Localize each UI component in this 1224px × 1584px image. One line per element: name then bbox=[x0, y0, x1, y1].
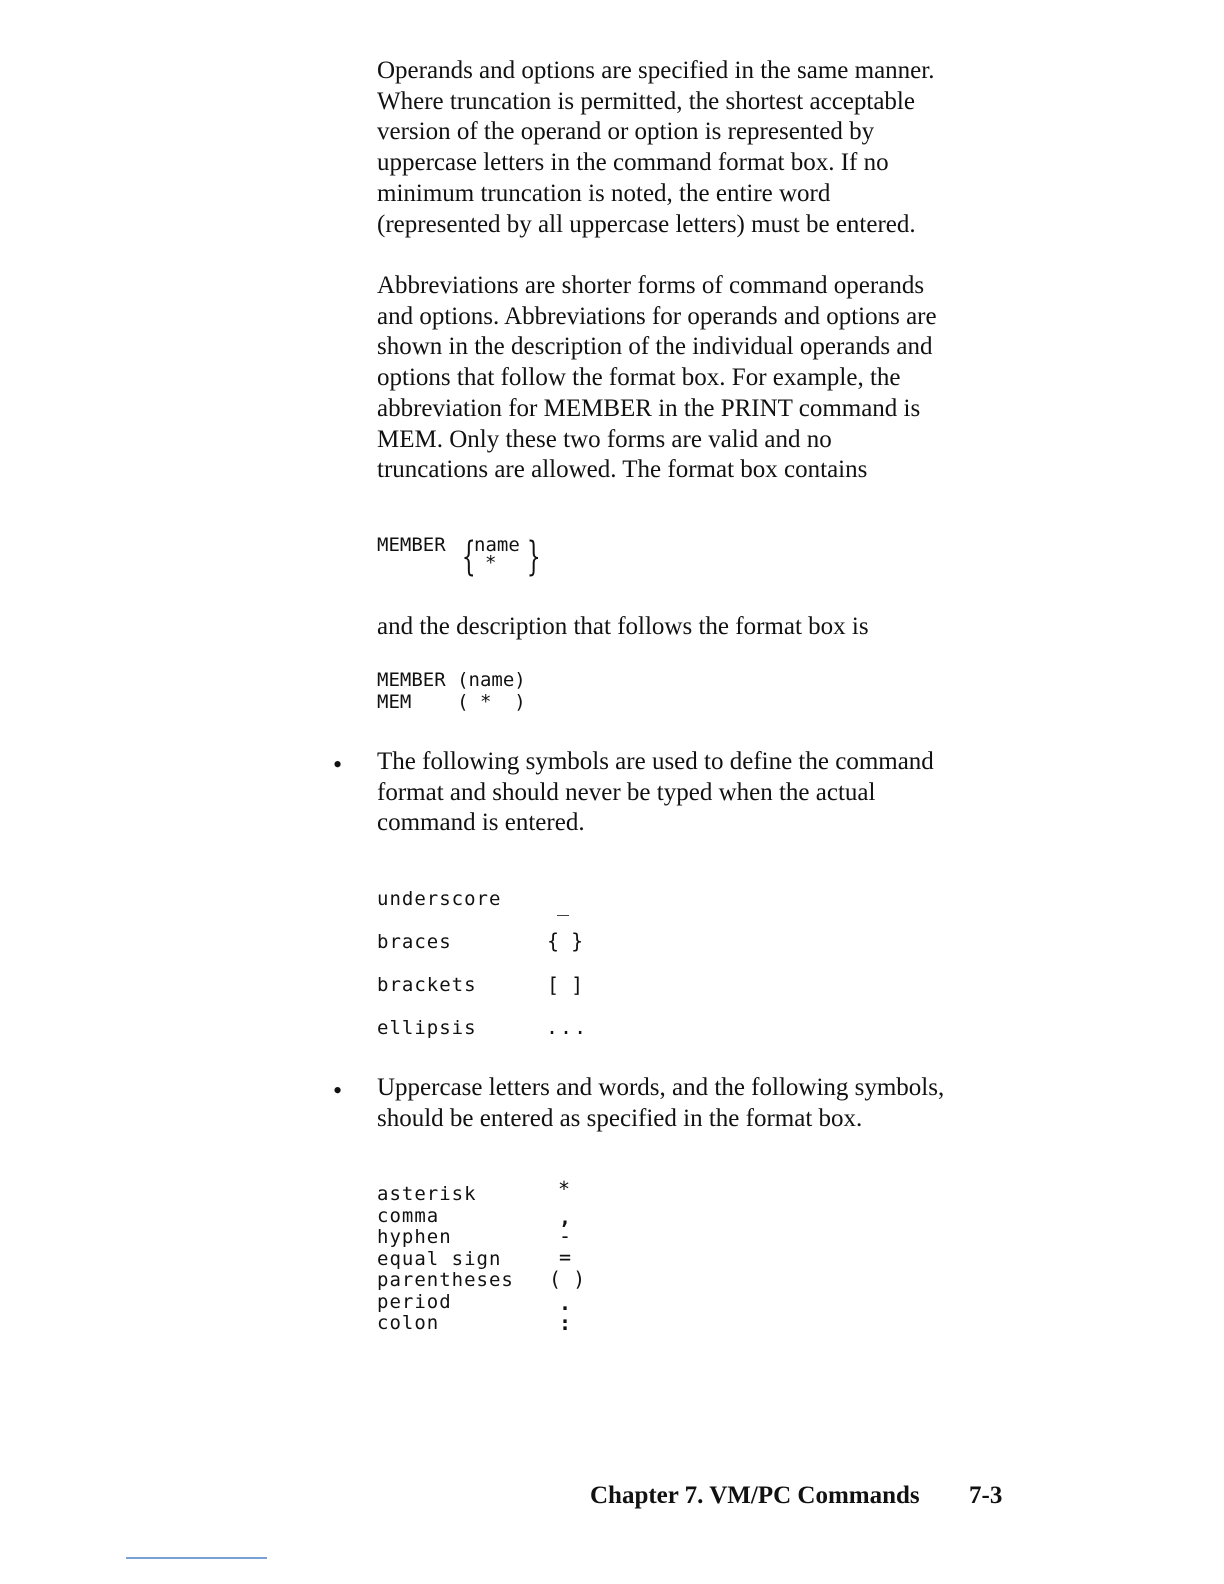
symbol-label: underscore bbox=[377, 888, 502, 910]
format-keyword: MEMBER bbox=[377, 534, 446, 556]
bullet-marker: • bbox=[333, 750, 343, 779]
text-line: MEM. Only these two forms are valid and no bbox=[377, 425, 832, 453]
text-line: command is entered. bbox=[377, 809, 585, 837]
text-line: and options. Abbreviations for operands and options are bbox=[377, 302, 937, 330]
page-number: 7-3 bbox=[969, 1482, 1003, 1509]
bullet-marker: • bbox=[333, 1076, 343, 1105]
text-line: minimum truncation is noted, the entire word bbox=[377, 179, 831, 207]
text-line: truncations are allowed. The format box contains bbox=[377, 456, 868, 484]
symbol-label: colon bbox=[377, 1312, 440, 1334]
description-line: MEM ( * ) bbox=[377, 691, 526, 713]
text-line: uppercase letters in the command format box. If no bbox=[377, 149, 889, 177]
symbol-glyph: - bbox=[559, 1224, 572, 1248]
bullet-text-syntax-symbols bbox=[377, 747, 1017, 839]
symbol-label: brackets bbox=[377, 974, 477, 996]
left-brace: { bbox=[461, 534, 476, 580]
symbol-glyph: , bbox=[559, 1205, 572, 1229]
chapter-title: Chapter 7. VM/PC Commands bbox=[590, 1482, 920, 1509]
symbol-label: period bbox=[377, 1291, 452, 1313]
text-line: version of the operand or option is represented by bbox=[377, 118, 875, 146]
text-line: Abbreviations are shorter forms of command operands bbox=[377, 272, 925, 299]
symbol-glyph: ... bbox=[546, 1015, 589, 1039]
text-line: format and should never be typed when the actual bbox=[377, 778, 876, 806]
text-line: Uppercase letters and words, and the following symbols, bbox=[377, 1074, 945, 1101]
description-line: MEMBER (name) bbox=[377, 669, 526, 691]
symbol-glyph: * bbox=[558, 1177, 571, 1201]
symbol-label: equal sign bbox=[377, 1248, 502, 1270]
symbol-glyph: { } bbox=[547, 929, 584, 953]
symbol-label: ellipsis bbox=[377, 1017, 477, 1039]
paragraph-description-intro: and the description that follows the format box is bbox=[377, 613, 869, 640]
symbol-label: comma bbox=[377, 1205, 440, 1227]
paragraph-operands bbox=[377, 56, 1017, 240]
text-line: Where truncation is permitted, the shortest acceptable bbox=[377, 87, 915, 115]
symbol-label: hyphen bbox=[377, 1226, 452, 1248]
text-line: shown in the description of the individual operands and bbox=[377, 333, 933, 361]
scan-edge-rule bbox=[126, 1557, 267, 1559]
paragraph-abbreviations bbox=[377, 271, 1017, 486]
text-line: should be entered as specified in the format box. bbox=[377, 1104, 863, 1132]
text-line: (represented by all uppercase letters) must be entered. bbox=[377, 210, 916, 238]
symbol-glyph: ( ) bbox=[549, 1267, 586, 1291]
format-option-name: name bbox=[474, 534, 520, 556]
symbol-label: braces bbox=[377, 931, 452, 953]
symbol-glyph: [ ] bbox=[547, 973, 584, 997]
text-line: options that follow the format box. For example, the bbox=[377, 364, 901, 392]
text-line: Operands and options are specified in the same manner. bbox=[377, 57, 935, 84]
symbol-glyph: = bbox=[559, 1245, 572, 1269]
symbol-label: parentheses bbox=[377, 1269, 514, 1291]
symbol-glyph: : bbox=[559, 1311, 572, 1335]
text-line: abbreviation for MEMBER in the PRINT command is bbox=[377, 394, 921, 422]
format-option-asterisk: * bbox=[485, 552, 497, 574]
symbol-label: asterisk bbox=[377, 1183, 477, 1205]
text-line: The following symbols are used to define the command bbox=[377, 748, 934, 775]
symbol-glyph: . bbox=[559, 1291, 572, 1315]
bullet-text-entered-symbols bbox=[377, 1073, 1017, 1134]
right-brace: } bbox=[526, 534, 541, 580]
symbol-glyph: _ bbox=[557, 892, 570, 916]
